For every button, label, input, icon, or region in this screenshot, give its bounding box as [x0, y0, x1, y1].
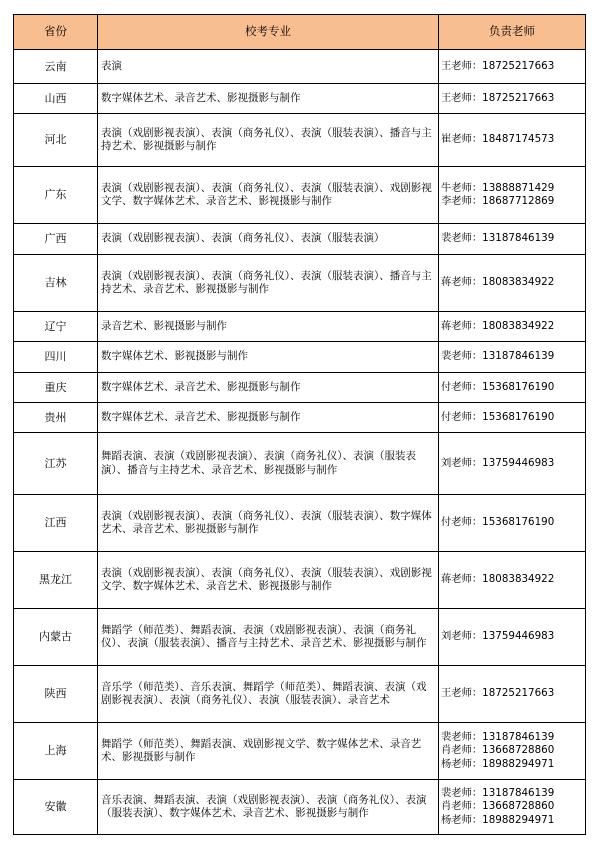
- teacher-cell: [439, 342, 586, 373]
- table-row: [14, 495, 586, 552]
- teacher-cell: [439, 167, 586, 224]
- teacher-contact: 肖老师：13668728860: [441, 800, 555, 813]
- teacher-contact: 肖老师：13668728860: [441, 744, 555, 757]
- province-cell: 四川: [14, 342, 98, 373]
- teacher-contact: 付老师：15368176190: [441, 380, 555, 393]
- teacher-contact: 崔老师：18487174573: [441, 133, 555, 146]
- major-cell: 音乐学（师范类）、音乐表演、舞蹈学（师范类）、舞蹈表演、表演（戏剧影视表演）、表演（商务礼仪）、表演（服装表演）、录音艺术: [98, 666, 439, 723]
- teacher-contact: 付老师：15368176190: [441, 516, 555, 529]
- table-row: [14, 666, 586, 723]
- province-cell: 山西: [14, 84, 98, 114]
- table-row: [14, 433, 586, 495]
- teacher-cell: [439, 723, 586, 780]
- header-major: 校考专业: [98, 15, 439, 50]
- table-row: [14, 552, 586, 609]
- table-row: [14, 255, 586, 312]
- teacher-contact: 裴老师：13187846139: [441, 232, 555, 245]
- province-cell: 云南: [14, 50, 98, 84]
- table-row: [14, 780, 586, 835]
- teacher-contact: 杨老师：18988294971: [441, 813, 555, 826]
- province-cell: 辽宁: [14, 312, 98, 342]
- teacher-cell: [439, 84, 586, 114]
- teacher-cell: [439, 312, 586, 342]
- teacher-contact: 付老师：15368176190: [441, 410, 555, 423]
- teacher-cell: [439, 255, 586, 312]
- header-row: [14, 15, 586, 50]
- province-cell: 贵州: [14, 403, 98, 433]
- table-row: [14, 50, 586, 84]
- header-province: 省份: [14, 15, 98, 50]
- teacher-cell: [439, 50, 586, 84]
- province-cell: 内蒙古: [14, 609, 98, 666]
- province-cell: 河北: [14, 114, 98, 167]
- table-body: [14, 50, 586, 835]
- teacher-contact: 蒋老师：18083834922: [441, 573, 555, 586]
- teacher-cell: [439, 495, 586, 552]
- table-row: [14, 609, 586, 666]
- province-cell: 重庆: [14, 373, 98, 403]
- major-cell: 数字媒体艺术、录音艺术、影视摄影与制作: [98, 84, 439, 114]
- teacher-contact: 刘老师：13759446983: [441, 456, 555, 469]
- teacher-contact: 刘老师：13759446983: [441, 630, 555, 643]
- major-cell: 数字媒体艺术、录音艺术、影视摄影与制作: [98, 403, 439, 433]
- teacher-cell: [439, 373, 586, 403]
- table-row: [14, 84, 586, 114]
- teacher-cell: [439, 114, 586, 167]
- province-cell: 吉林: [14, 255, 98, 312]
- major-cell: 数字媒体艺术、录音艺术、影视摄影与制作: [98, 373, 439, 403]
- teacher-cell: [439, 224, 586, 255]
- teacher-contact: 蒋老师：18083834922: [441, 319, 555, 332]
- major-cell: 表演（戏剧影视表演）、表演（商务礼仪）、表演（服装表演）、戏剧影视文学、数字媒体艺术、录音艺术、影视摄影与制作: [98, 167, 439, 224]
- major-cell: 录音艺术、影视摄影与制作: [98, 312, 439, 342]
- table-row: [14, 167, 586, 224]
- province-cell: 江西: [14, 495, 98, 552]
- table-row: [14, 312, 586, 342]
- major-cell: 舞蹈学（师范类）、舞蹈表演、戏剧影视文学、数字媒体艺术、录音艺术、影视摄影与制作: [98, 723, 439, 780]
- teacher-contact: 裴老师：13187846139: [441, 350, 555, 363]
- province-cell: 陕西: [14, 666, 98, 723]
- teacher-cell: [439, 666, 586, 723]
- table-row: [14, 723, 586, 780]
- major-cell: 数字媒体艺术、影视摄影与制作: [98, 342, 439, 373]
- table-row: [14, 114, 586, 167]
- teacher-contact: 李老师：18687712869: [441, 195, 555, 207]
- major-cell: 表演（戏剧影视表演）、表演（商务礼仪）、表演（服装表演）、播音与主持艺术、影视摄影与制作: [98, 114, 439, 167]
- table-row: [14, 403, 586, 433]
- province-cell: 安徽: [14, 780, 98, 835]
- major-cell: 舞蹈学（师范类）、舞蹈表演、表演（戏剧影视表演）、表演（商务礼仪）、表演（服装表演）、播音与主持艺术、录音艺术、影视摄影与制作: [98, 609, 439, 666]
- major-cell: 表演（戏剧影视表演）、表演（商务礼仪）、表演（服装表演）: [98, 224, 439, 255]
- teacher-cell: [439, 433, 586, 495]
- major-cell: 表演（戏剧影视表演）、表演（商务礼仪）、表演（服装表演）、数字媒体艺术、录音艺术、影视摄影与制作: [98, 495, 439, 552]
- major-cell: 表演（戏剧影视表演）、表演（商务礼仪）、表演（服装表演）、戏剧影视文学、数字媒体艺术、录音艺术、影视摄影与制作: [98, 552, 439, 609]
- major-cell: 表演（戏剧影视表演）、表演（商务礼仪）、表演（服装表演）、播音与主持艺术、录音艺术、影视摄影与制作: [98, 255, 439, 312]
- enrollment-table: [13, 14, 586, 835]
- major-cell: 舞蹈表演、表演（戏剧影视表演）、表演（商务礼仪）、表演（服装表演）、播音与主持艺术、录音艺术、影视摄影与制作: [98, 433, 439, 495]
- major-cell: 表演: [98, 50, 439, 84]
- teacher-cell: [439, 403, 586, 433]
- header-teacher: 负责老师: [439, 15, 586, 50]
- province-cell: 上海: [14, 723, 98, 780]
- teacher-contact: 裴老师：13187846139: [441, 730, 555, 743]
- province-cell: 广西: [14, 224, 98, 255]
- table-row: [14, 224, 586, 255]
- province-cell: 黑龙江: [14, 552, 98, 609]
- teacher-contact: 杨老师：18988294971: [441, 757, 555, 770]
- teacher-cell: [439, 552, 586, 609]
- teacher-contact: 蒋老师：18083834922: [441, 276, 555, 289]
- province-cell: 江苏: [14, 433, 98, 495]
- teacher-contact: 牛老师：13888871429: [441, 181, 555, 194]
- teacher-cell: [439, 609, 586, 666]
- major-cell: 音乐表演、舞蹈表演、表演（戏剧影视表演）、表演（商务礼仪）、表演（服装表演）、数字媒体艺术、录音艺术、影视摄影与制作: [98, 780, 439, 835]
- table-row: [14, 342, 586, 373]
- teacher-contact: 王老师：18725217663: [441, 59, 555, 72]
- teacher-cell: [439, 780, 586, 835]
- table-row: [14, 373, 586, 403]
- teacher-contact: 王老师：18725217663: [441, 687, 555, 700]
- teacher-contact: 王老师：18725217663: [441, 91, 555, 104]
- teacher-contact: 裴老师：13187846139: [441, 786, 555, 799]
- province-cell: 广东: [14, 167, 98, 224]
